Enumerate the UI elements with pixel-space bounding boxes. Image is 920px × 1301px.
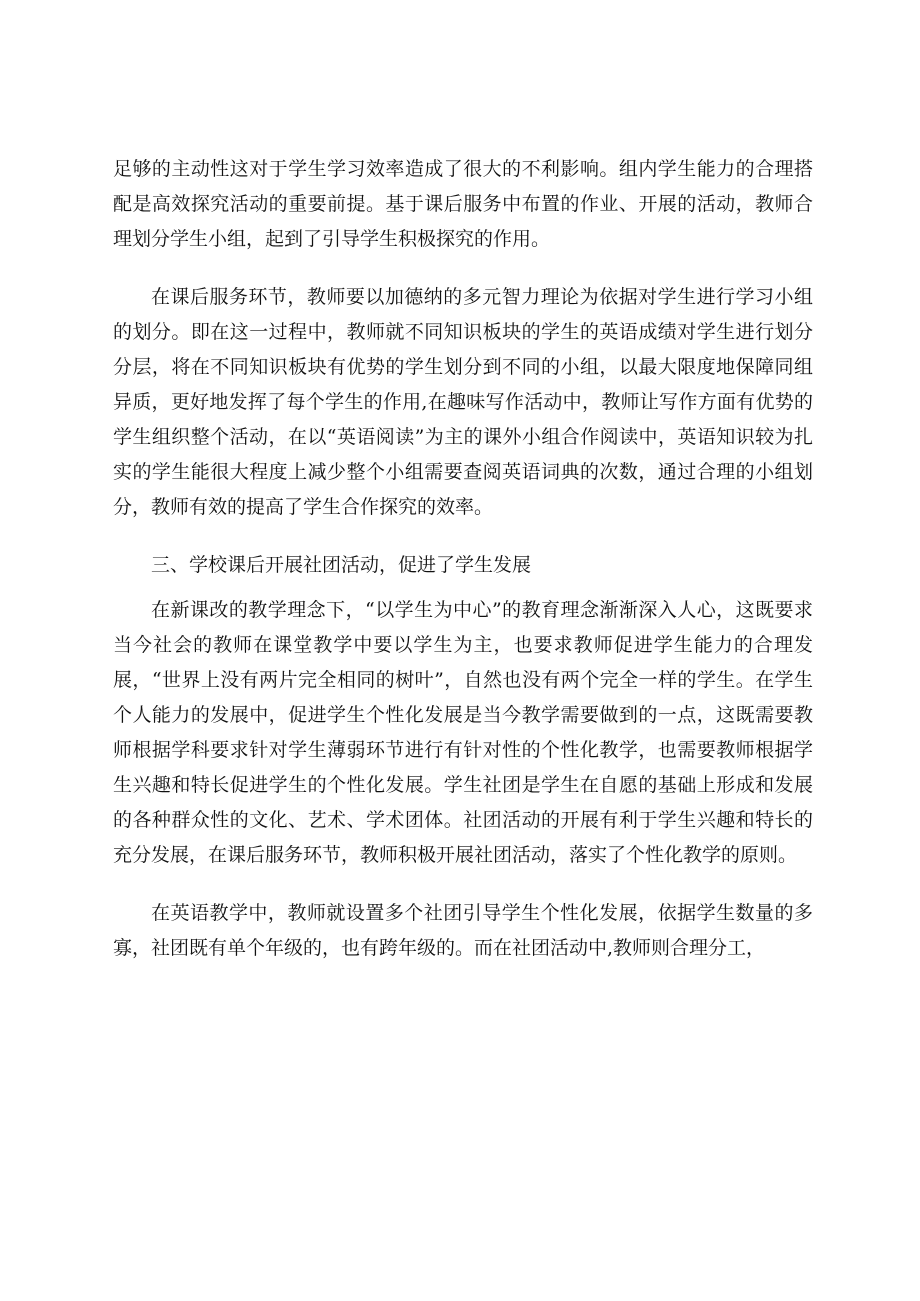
paragraph-english-clubs: 在英语教学中，教师就设置多个社团引导学生个性化发展，依据学生数量的多寡，社团既有单个年级的，也有跨年级的。而在社团活动中,教师则合理分工， [113, 902, 813, 959]
section-heading: 三、学校课后开展社团活动，促进了学生发展 [151, 554, 532, 576]
paragraph-continued: 足够的主动性这对于学生学习效率造成了很大的不利影响。组内学生能力的合理搭配是高效探究活动的重要前提。基于课后服务中布置的作业、开展的活动，教师合理划分学生小组，起到了引导学生积极探究的作用。 [113, 158, 813, 250]
paragraph-study-groups: 在课后服务环节，教师要以加德纳的多元智力理论为依据对学生进行学习小组的划分。即在这一过程中，教师就不同知识板块的学生的英语成绩对学生进行划分分层，将在不同知识板块有优势的学生划分到不同的小组，以最大限度地保障同组异质，更好地发挥了每个学生的作用,在趣味写作活动中，教师让写作方面有优势的学生组织整个活动，在以“英语阅读”为主的课外小组合作阅读中，英语知识较为扎实的学生能很大程度上减少整个小组需要查阅英语词典的次数，通过合理的小组划分，教师有效的提高了学生合作探究的效率。 [113, 286, 813, 518]
paragraph-student-centered: 在新课改的教学理念下，“以学生为中心”的教育理念渐渐深入人心，这既要求当今社会的教师在课堂教学中要以学生为主，也要求教师促进学生能力的合理发展，“世界上没有两片完全相同的树叶”，自然也没有两个完全一样的学生。在学生个人能力的发展中，促进学生个性化发展是当今教学需要做到的一点，这既需要教师根据学科要求针对学生薄弱环节进行有针对性的个性化教学，也需要教师根据学生兴趣和特长促进学生的个性化发展。学生社团是学生在自愿的基础上形成和发展的各种群众性的文化、艺术、学术团体。社团活动的开展有利于学生兴趣和特长的充分发展，在课后服务环节，教师积极开展社团活动，落实了个性化教学的原则。 [113, 599, 813, 866]
body-text [113, 152, 813, 989]
